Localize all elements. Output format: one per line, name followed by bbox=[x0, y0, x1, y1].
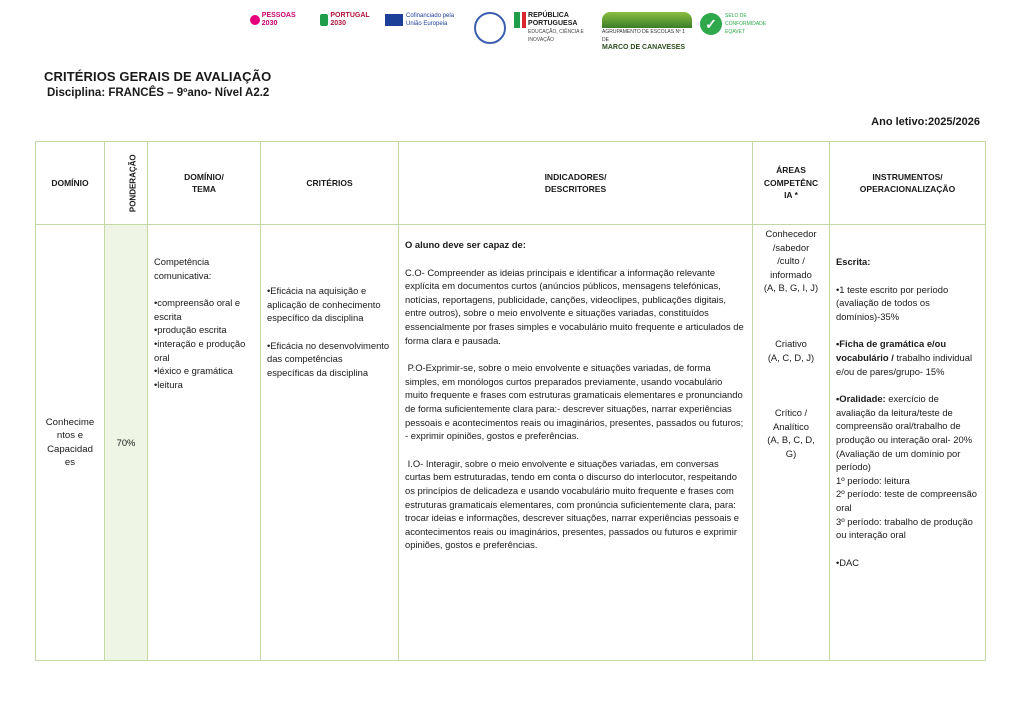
checkmark-icon: ✓ bbox=[700, 13, 722, 35]
col-criterios: CRITÉRIOS bbox=[261, 142, 399, 225]
col-indicadores: INDICADORES/ DESCRITORES bbox=[399, 142, 753, 225]
oralidade: •Oralidade: exercício de avaliação da leitura/teste de compreensão oral/trabalho de produção ou interação oral- 20% bbox=[836, 393, 973, 445]
col-tema: DOMÍNIO/ TEMA bbox=[148, 142, 261, 225]
school-year: Ano letivo:2025/2026 bbox=[871, 116, 980, 128]
agrupamento-logo: AGRUPAMENTO DE ESCOLAS Nº 1 DE MARCO DE CANAVESES bbox=[602, 12, 692, 52]
teste-escrito: •1 teste escrito por período (avaliação de todos os domínios)-35% bbox=[836, 283, 949, 322]
oralidade-note: (Avaliação de um domínio por período) bbox=[836, 447, 961, 473]
area-critico: Crítico / Analítico (A, B, C, D, G) bbox=[767, 407, 815, 459]
pessoas-logo: PESSOAS 2030 bbox=[250, 12, 312, 28]
list-item: •léxico e gramática bbox=[154, 365, 233, 377]
col-instrumentos: INSTRUMENTOS/ OPERACIONALIZAÇÃO bbox=[830, 142, 986, 225]
ponderacao-cell: 70% bbox=[105, 225, 148, 661]
periodo-1: 1º período: leitura bbox=[836, 474, 910, 486]
periodo-2: 2º período: teste de compreensão oral bbox=[836, 488, 978, 513]
list-item: •produção escrita bbox=[154, 324, 227, 336]
area-conhecedor: Conhecedor /sabedor /culto / informado (A, B, G, I, J) bbox=[763, 228, 819, 294]
criteria-table bbox=[35, 141, 986, 661]
escrita-heading: Escrita: bbox=[836, 256, 871, 267]
areas-cell bbox=[753, 225, 830, 661]
doc-subtitle: Disciplina: FRANCÊS – 9ºano- Nível A2.2 bbox=[47, 87, 270, 99]
indicadores-cell bbox=[399, 225, 753, 661]
col-dominio: DOMÍNIO bbox=[36, 142, 105, 225]
ficha-gramatica: •Ficha de gramática e/ou vocabulário / trabalho individual e/ou de pares/grupo- 15% bbox=[836, 338, 973, 377]
indicador-io: I.O- Interagir, sobre o meio envolvente e situações variadas, em conversas curtas bem estruturadas, tendo em conta o discurso do interlocutor, respeitando os princípios de delicadeza e usando vocabulário muito frequente e frases com estruturas gramaticais elementares, com pronúncia suficientemente clara, para: trocar ideias e informações, descrever situações, narrar experiências pessoais e acontecimentos reais ou imaginários, presentes, passados ou futuros e exprimir opiniões, gostos e preferências. bbox=[405, 457, 742, 551]
criterio-2: •Eficácia no desenvolvimento das competências específicas da disciplina bbox=[267, 339, 390, 378]
eu-badge-icon bbox=[474, 12, 506, 47]
eu-logo: Cofinanciado pela União Europeia bbox=[385, 12, 470, 28]
tema-cell bbox=[148, 225, 261, 661]
logo-strip bbox=[250, 6, 770, 50]
table-row bbox=[36, 225, 986, 661]
criterios-cell bbox=[261, 225, 399, 661]
criterio-1: •Eficácia na aquisição e aplicação de conhecimento específico da disciplina bbox=[267, 285, 381, 324]
doc-title: CRITÉRIOS GERAIS DE AVALIAÇÃO bbox=[44, 69, 272, 84]
tema-heading: Competência comunicativa: bbox=[154, 256, 212, 281]
list-item: •leitura bbox=[154, 378, 183, 390]
list-item: •compreensão oral e escrita bbox=[154, 297, 241, 322]
indicadores-intro: O aluno deve ser capaz de: bbox=[405, 239, 526, 250]
portugal-2030-logo: PORTUGAL 2030 bbox=[320, 12, 370, 28]
indicador-co: C.O- Compreender as ideias principais e identificar a informação relevante explícita em documentos curtos (anúncios públicos, mensagens telefónicas, notícias, reportagens, publicidade, canções, videoclipes, publicações digitais, entre outros), sobre o meio envolvente e situações variadas, constituídos essencialmente por frases simples e vocabulário muito frequente e articulados de forma clara e pausada. bbox=[405, 266, 744, 346]
list-item: •interação e produção oral bbox=[154, 337, 246, 363]
area-criativo: Criativo (A, C, D, J) bbox=[767, 337, 815, 363]
periodo-3: 3º período: trabalho de produção ou interação oral bbox=[836, 515, 973, 541]
instrumentos-cell bbox=[830, 225, 986, 661]
dac: •DAC bbox=[836, 556, 860, 568]
table-header-row bbox=[36, 142, 986, 225]
col-ponderacao: PONDERAÇÃO bbox=[105, 142, 148, 225]
republica-portuguesa-logo: REPÚBLICA PORTUGUESA EDUCAÇÃO, CIÊNCIA E INOVAÇÃO bbox=[514, 12, 594, 44]
eqavet-logo: ✓ SELO DE CONFORMIDADE EQAVET bbox=[700, 12, 768, 36]
col-areas: ÁREAS COMPETÊNC IA * bbox=[753, 142, 830, 225]
dominio-cell: Conhecime ntos e Capacidad es bbox=[36, 225, 105, 661]
indicador-po: P.O-Exprimir-se, sobre o meio envolvente e situações variadas, de forma simples, em monólogos curtos preparados previamente, usando vocabulário muito frequente e frases com estruturas gramaticais elementares e pronunciando de forma suficientemente clara para:- descrever situações, narrar experiências pessoais e acontecimentos reais ou imaginários, presentes, passados ou futuros; - exprimir opiniões, gostos e preferências. bbox=[405, 362, 746, 442]
tema-list bbox=[154, 296, 254, 391]
